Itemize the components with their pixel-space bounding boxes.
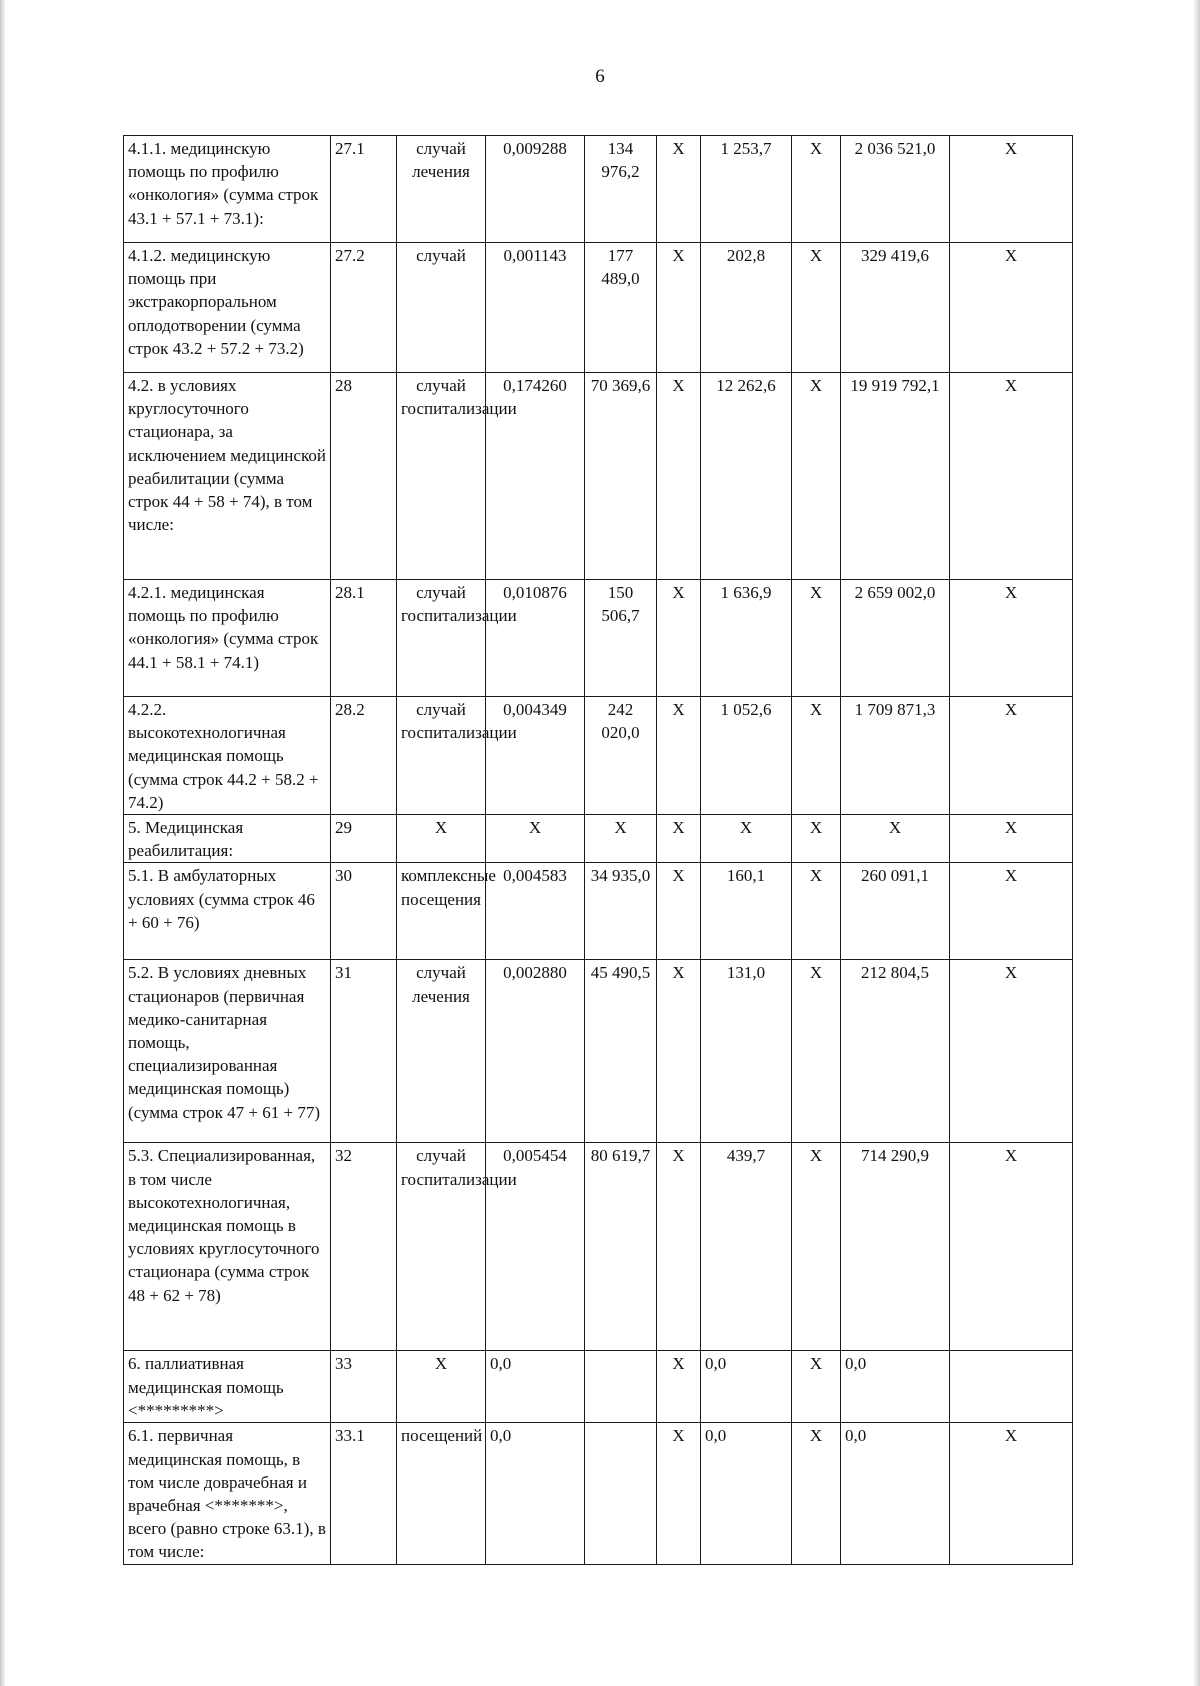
row-name-cell: 6.1. первичная медицинская помощь, в том числе доврачебная и врачебная <*******>, всего (равно строке 63.1), в том числе: (124, 1423, 331, 1564)
total-sum-cell: X (841, 815, 950, 863)
unit-cell: случай (397, 243, 486, 373)
row-name-cell: 4.1.2. медицинскую помощь при экстракорпоральном оплодотворении (сумма строк 43.2 + 57.2 + 73.2) (124, 243, 331, 373)
row-name-cell: 5.1. В амбулаторных условиях (сумма строк 46 + 60 + 76) (124, 863, 331, 960)
row-number-cell: 33.1 (331, 1423, 397, 1564)
x-mark-cell: X (792, 1351, 841, 1423)
total-sum-cell: 1 709 871,3 (841, 697, 950, 815)
x-mark-cell: X (950, 136, 1073, 243)
x-mark-cell: X (792, 373, 841, 580)
sum-per-capita-cell: 160,1 (701, 863, 792, 960)
unit-cell: комплексные посещения (397, 863, 486, 960)
row-number-cell: 28.2 (331, 697, 397, 815)
row-number-cell: 27.2 (331, 243, 397, 373)
sum-per-capita-cell: 0,0 (701, 1423, 792, 1564)
row-number-cell: 33 (331, 1351, 397, 1423)
sum-per-capita-cell: 0,0 (701, 1351, 792, 1423)
table-row (124, 863, 1073, 960)
total-sum-cell: 0,0 (841, 1423, 950, 1564)
row-name-cell: 6. паллиативная медицинская помощь <*********> (124, 1351, 331, 1423)
x-mark-cell: X (792, 243, 841, 373)
cost-cell: 242 020,0 (585, 697, 657, 815)
total-sum-cell: 0,0 (841, 1351, 950, 1423)
row-number-cell: 30 (331, 863, 397, 960)
norm-cell: 0,001143 (486, 243, 585, 373)
norm-cell: 0,010876 (486, 580, 585, 697)
row-number-cell: 29 (331, 815, 397, 863)
unit-cell: случай госпитализации (397, 373, 486, 580)
x-mark-cell: X (950, 697, 1073, 815)
cost-cell: X (585, 815, 657, 863)
scan-right-edge (1194, 0, 1200, 1686)
norm-cell: 0,005454 (486, 1143, 585, 1351)
cost-cell: 80 619,7 (585, 1143, 657, 1351)
norm-cell: 0,0 (486, 1423, 585, 1564)
norm-cell: 0,174260 (486, 373, 585, 580)
total-sum-cell: 212 804,5 (841, 960, 950, 1143)
row-name-cell: 4.1.1. медицинскую помощь по профилю «онкология» (сумма строк 43.1 + 57.1 + 73.1): (124, 136, 331, 243)
x-mark-cell: X (950, 815, 1073, 863)
x-mark-cell: X (657, 136, 701, 243)
norm-cell: X (486, 815, 585, 863)
x-mark-cell: X (657, 863, 701, 960)
cost-cell: 134 976,2 (585, 136, 657, 243)
row-number-cell: 28.1 (331, 580, 397, 697)
x-mark-cell: X (950, 373, 1073, 580)
total-sum-cell: 329 419,6 (841, 243, 950, 373)
x-mark-cell (950, 1351, 1073, 1423)
x-mark-cell: X (950, 1143, 1073, 1351)
table-row (124, 243, 1073, 373)
unit-cell: случай госпитализации (397, 580, 486, 697)
row-number-cell: 32 (331, 1143, 397, 1351)
x-mark-cell: X (950, 960, 1073, 1143)
sum-per-capita-cell: 1 253,7 (701, 136, 792, 243)
total-sum-cell: 260 091,1 (841, 863, 950, 960)
table-row (124, 580, 1073, 697)
x-mark-cell: X (950, 580, 1073, 697)
unit-cell: случай госпитализации (397, 1143, 486, 1351)
row-name-cell: 5.2. В условиях дневных стационаров (первичная медико-санитарная помощь, специализированная медицинская помощь) (сумма строк 47 + 61 + 77) (124, 960, 331, 1143)
unit-cell: X (397, 815, 486, 863)
x-mark-cell: X (950, 863, 1073, 960)
sum-per-capita-cell: 131,0 (701, 960, 792, 1143)
cost-cell (585, 1423, 657, 1564)
row-name-cell: 4.2.1. медицинская помощь по профилю «онкология» (сумма строк 44.1 + 58.1 + 74.1) (124, 580, 331, 697)
x-mark-cell: X (657, 1143, 701, 1351)
cost-cell: 177 489,0 (585, 243, 657, 373)
x-mark-cell: X (792, 815, 841, 863)
table-row (124, 1423, 1073, 1564)
unit-cell: случай госпитализации (397, 697, 486, 815)
table-row (124, 136, 1073, 243)
unit-cell: случай лечения (397, 960, 486, 1143)
table-row (124, 697, 1073, 815)
sum-per-capita-cell: 12 262,6 (701, 373, 792, 580)
x-mark-cell: X (657, 697, 701, 815)
x-mark-cell: X (792, 863, 841, 960)
row-name-cell: 5. Медицинская реабилитация: (124, 815, 331, 863)
sum-per-capita-cell: 1 052,6 (701, 697, 792, 815)
standards-table (123, 135, 1073, 1565)
total-sum-cell: 19 919 792,1 (841, 373, 950, 580)
x-mark-cell: X (792, 1423, 841, 1564)
total-sum-cell: 2 036 521,0 (841, 136, 950, 243)
x-mark-cell: X (657, 960, 701, 1143)
sum-per-capita-cell: 439,7 (701, 1143, 792, 1351)
sum-per-capita-cell: 202,8 (701, 243, 792, 373)
table-row (124, 960, 1073, 1143)
table-row (124, 373, 1073, 580)
x-mark-cell: X (792, 960, 841, 1143)
unit-cell: случай лечения (397, 136, 486, 243)
x-mark-cell: X (792, 1143, 841, 1351)
x-mark-cell: X (657, 1351, 701, 1423)
sum-per-capita-cell: X (701, 815, 792, 863)
x-mark-cell: X (657, 1423, 701, 1564)
x-mark-cell: X (657, 815, 701, 863)
x-mark-cell: X (950, 243, 1073, 373)
page-number: 6 (595, 66, 605, 87)
x-mark-cell: X (657, 373, 701, 580)
norm-cell: 0,009288 (486, 136, 585, 243)
x-mark-cell: X (657, 580, 701, 697)
scan-left-edge (0, 0, 5, 1686)
table-row (124, 815, 1073, 863)
x-mark-cell: X (792, 136, 841, 243)
unit-cell: посещений (397, 1423, 486, 1564)
norm-cell: 0,004583 (486, 863, 585, 960)
x-mark-cell: X (950, 1423, 1073, 1564)
table-row (124, 1143, 1073, 1351)
norm-cell: 0,004349 (486, 697, 585, 815)
row-name-cell: 4.2.2. высокотехнологичная медицинская помощь (сумма строк 44.2 + 58.2 + 74.2) (124, 697, 331, 815)
row-name-cell: 4.2. в условиях круглосуточного стационара, за исключением медицинской реабилитации (сумма строк 44 + 58 + 74), в том числе: (124, 373, 331, 580)
row-name-cell: 5.3. Специализированная, в том числе высокотехнологичная, медицинская помощь в условиях круглосуточного стационара (сумма строк 48 + 62 + 78) (124, 1143, 331, 1351)
row-number-cell: 27.1 (331, 136, 397, 243)
cost-cell: 45 490,5 (585, 960, 657, 1143)
cost-cell (585, 1351, 657, 1423)
row-number-cell: 31 (331, 960, 397, 1143)
x-mark-cell: X (657, 243, 701, 373)
table-row (124, 1351, 1073, 1423)
cost-cell: 34 935,0 (585, 863, 657, 960)
cost-cell: 150 506,7 (585, 580, 657, 697)
cost-cell: 70 369,6 (585, 373, 657, 580)
row-number-cell: 28 (331, 373, 397, 580)
x-mark-cell: X (792, 697, 841, 815)
x-mark-cell: X (792, 580, 841, 697)
norm-cell: 0,002880 (486, 960, 585, 1143)
total-sum-cell: 2 659 002,0 (841, 580, 950, 697)
sum-per-capita-cell: 1 636,9 (701, 580, 792, 697)
unit-cell: X (397, 1351, 486, 1423)
total-sum-cell: 714 290,9 (841, 1143, 950, 1351)
norm-cell: 0,0 (486, 1351, 585, 1423)
